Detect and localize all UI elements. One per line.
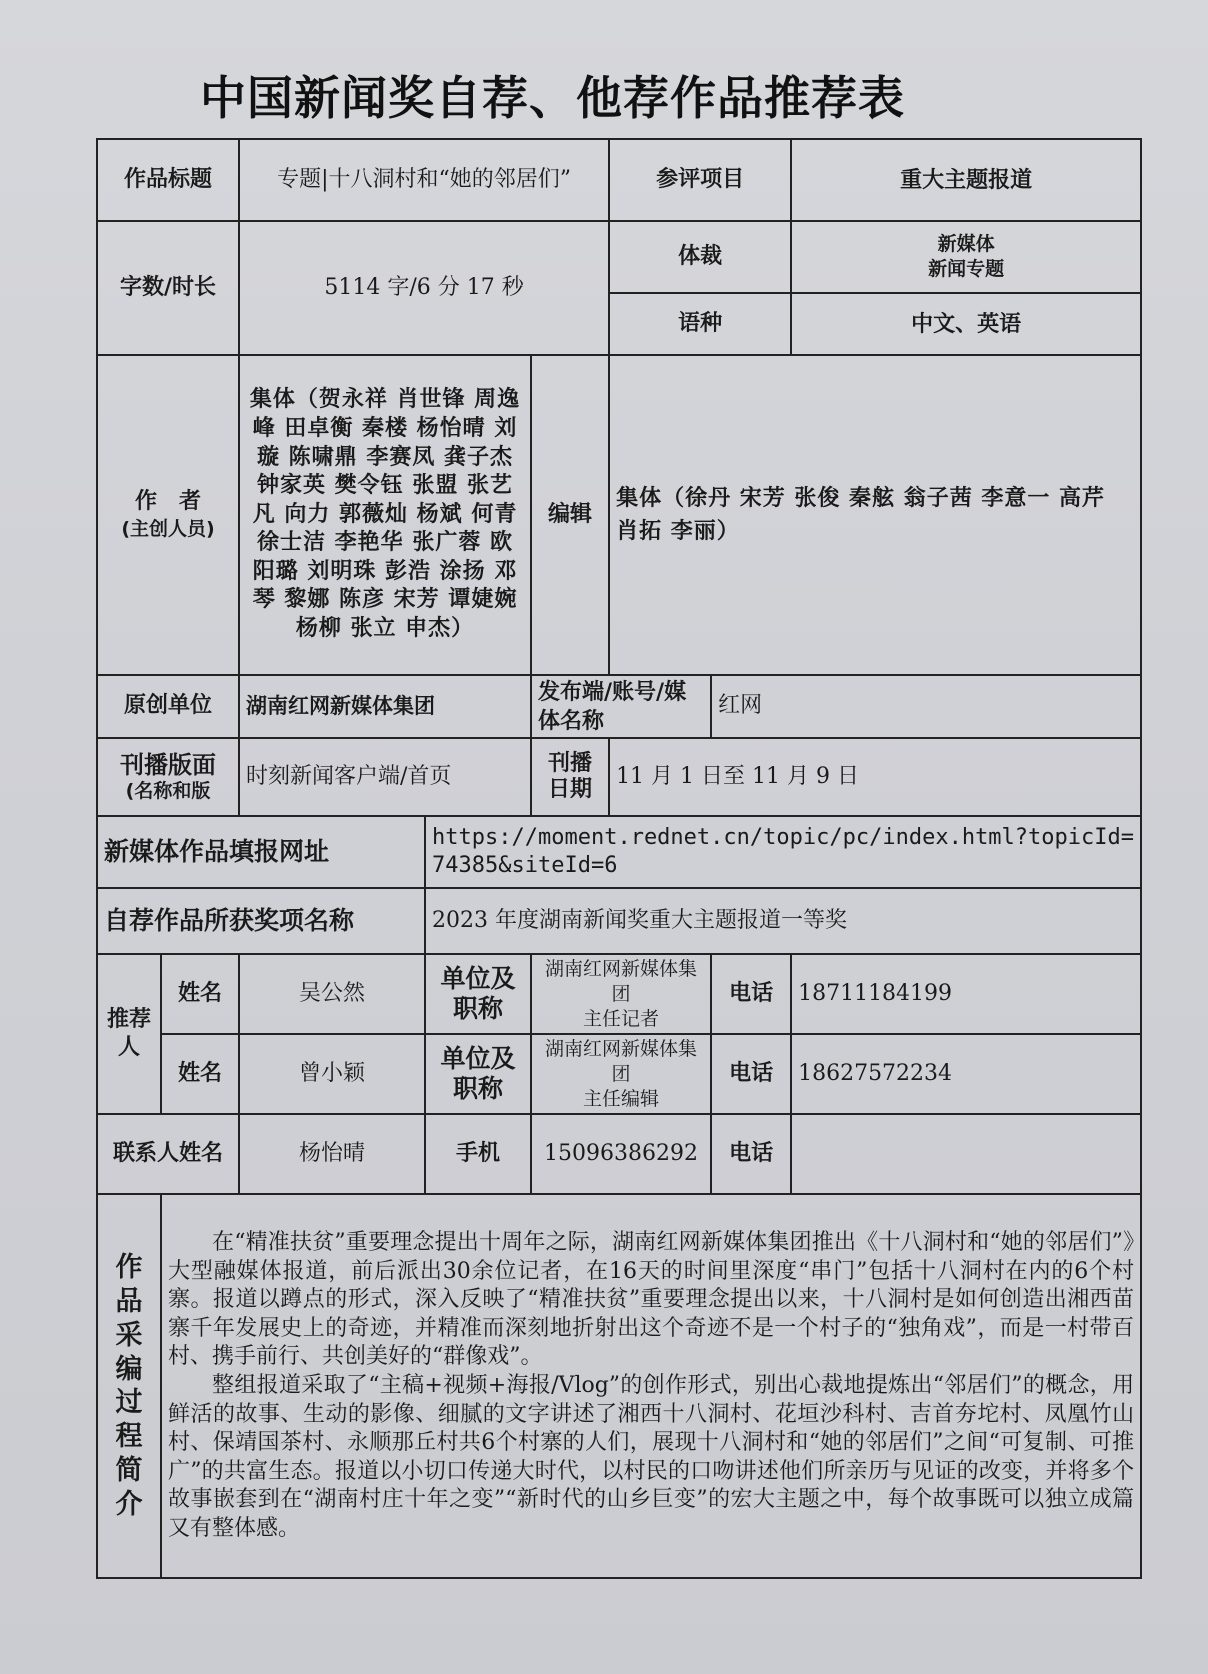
authors-sublabel: (主创人员) [121,517,215,540]
recommender-2-name: 曾小颖 [239,1034,425,1114]
recommender-2-title: 主任编辑 [583,1087,660,1110]
pub-page-sublabel: (名称和版 [125,780,211,803]
row-contact [97,1114,1141,1194]
editors-value: 集体（徐丹 宋芳 张俊 秦舷 翁子茜 李意一 高芹 肖拓 李丽） [609,355,1141,675]
row-authors [97,355,1141,675]
recommendation-form [96,138,1142,1579]
work-title-label: 作品标题 [97,139,239,221]
url-label: 新媒体作品填报网址 [97,816,425,888]
row-recommender-2 [97,1034,1141,1114]
intro-paragraph-2: 整组报道采取了“主稿+视频+海报/Vlog”的创作形式，别出心裁地提炼出“邻居们”的概念，用鲜活的故事、生动的影像、细腻的文字讲述了湘西十八洞村、花垣沙科村、吉首夯坨村、凤凰竹山村、保靖国茶村、永顺那丘村共6个村寨的人们，展现十八洞村和“她的邻居们”之间“可复制、可推广”的共富生态。报道以小切口传递大时代，以村民的口吻讲述他们所亲历与见证的改变，并将多个故事嵌套到在“湖南村庄十年之变”“新时代的山乡巨变”的宏大主题之中，每个故事既可以独立成篇又有整体感。 [168,1373,1135,1541]
contact-name: 杨怡晴 [239,1114,425,1194]
recommender-1-unit: 湖南红网新媒体集团 [545,958,698,1005]
document-title: 中国新闻奖自荐、他荐作品推荐表 [200,71,905,125]
pub-page-value: 时刻新闻客户端/首页 [239,738,531,816]
work-title-value: 专题|十八洞村和“她的邻居们” [239,139,609,221]
authors-label-cell [97,355,239,675]
publisher-label: 发布端/账号/媒体名称 [531,675,711,738]
row-intro [97,1194,1141,1578]
recommender-1-title: 主任记者 [583,1007,660,1030]
category-label: 参评项目 [609,139,791,221]
contact-phone-value [791,1114,1141,1194]
recommender-2-phone-label: 电话 [711,1034,791,1114]
url-value-cell [425,816,1141,888]
pub-date-value: 11 月 1 日至 11 月 9 日 [609,738,1141,816]
genre-label: 体裁 [609,221,791,293]
pub-page-label: 刊播版面 [120,751,216,780]
category-value: 重大主题报道 [791,139,1141,221]
recommender-1-unit-label: 单位及职称 [425,954,531,1034]
origin-unit-label: 原创单位 [97,675,239,738]
award-label: 自荐作品所获奖项名称 [97,888,425,954]
mobile-label: 手机 [425,1114,531,1194]
pub-date-label-top: 刊播 [548,750,593,776]
intro-body [161,1194,1141,1578]
row-origin-unit [97,675,1141,738]
recommender-1-name: 吴公然 [239,954,425,1034]
pub-date-label-bottom: 日期 [548,777,593,803]
language-label: 语种 [609,293,791,355]
recommender-2-phone: 18627572234 [791,1034,1141,1114]
origin-unit-value: 湖南红网新媒体集团 [239,675,531,738]
length-value: 5114 字/6 分 17 秒 [239,221,609,355]
authors-label: 作 者 [135,489,202,515]
recommender-2-name-label: 姓名 [161,1034,239,1114]
recommender-2-unit: 湖南红网新媒体集团 [545,1038,698,1085]
genre-value-line1: 新媒体 [937,233,995,256]
language-value: 中文、英语 [791,293,1141,355]
row-award [97,888,1141,954]
row-pub-page [97,738,1141,816]
intro-label: 作品采编过程简介 [97,1194,161,1578]
genre-value-line2: 新闻专题 [928,258,1005,280]
row-recommender-1 [97,954,1141,1034]
pub-page-label-cell [97,738,239,816]
editors-label: 编辑 [531,355,609,675]
url-value-line1: https://moment.rednet.cn/topic/pc/index.html?topicId= [432,824,1135,850]
row-length-genre [97,221,1141,293]
authors-value: 集体（贺永祥 肖世锋 周逸峰 田卓衡 秦楼 杨怡晴 刘璇 陈啸鼎 李赛凤 龚子杰 钟家英 樊令钰 张盟 张艺凡 向力 郭薇灿 杨斌 何青 徐士洁 李艳华 张广蓉 欧阳璐 刘明珠 彭浩 涂扬 邓琴 黎娜 陈彦 宋芳 谭婕婉 杨柳 张立 申杰） [239,355,531,675]
row-work-title [97,139,1141,221]
award-value: 2023 年度湖南新闻奖重大主题报道一等奖 [425,888,1141,954]
contact-label: 联系人姓名 [97,1114,239,1194]
row-url [97,816,1141,888]
recommender-1-name-label: 姓名 [161,954,239,1034]
contact-phone-label: 电话 [711,1114,791,1194]
recommender-1-phone: 18711184199 [791,954,1141,1034]
mobile-value: 15096386292 [531,1114,711,1194]
recommender-2-unit-label: 单位及职称 [425,1034,531,1114]
recommender-1-phone-label: 电话 [711,954,791,1034]
recommender-group-label: 推荐人 [97,954,161,1114]
publisher-value: 红网 [711,675,1141,738]
intro-paragraph-1: 在“精准扶贫”重要理念提出十周年之际，湖南红网新媒体集团推出《十八洞村和“她的邻居们”》大型融媒体报道，前后派出30余位记者，在16天的时间里深度“串门”包括十八洞村在内的6个村寨。报道以蹲点的形式，深入反映了“精准扶贫”重要理念提出以来，十八洞村是如何创造出湘西苗寨千年发展史上的奇迹，并精准而深刻地折射出这个奇迹不是一个村子的“独角戏”，而是一村带百村、携手前行、共创美好的“群像戏”。 [168,1230,1135,1370]
length-label: 字数/时长 [97,221,239,355]
url-value-line2: 74385&siteId=6 [432,853,618,879]
